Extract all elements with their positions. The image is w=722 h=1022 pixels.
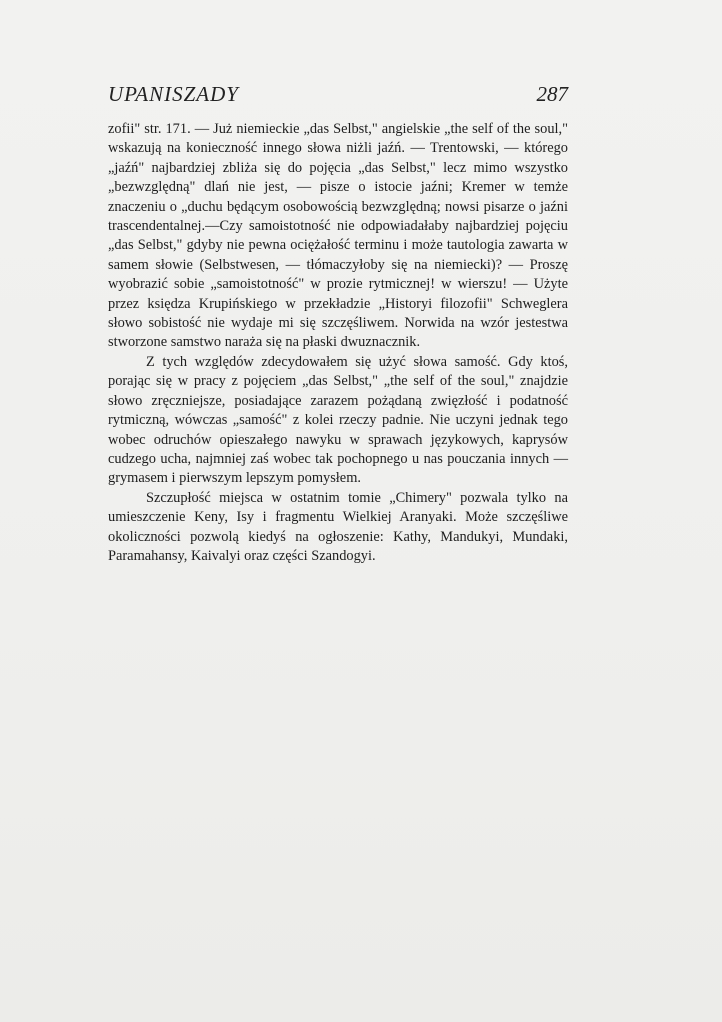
body-text bbox=[108, 120, 568, 566]
page-number: 287 bbox=[536, 82, 568, 106]
running-title: UPANISZADY bbox=[108, 82, 239, 106]
paragraph-3: Szczupłość miejsca w ostatnim tomie „Chimery" pozwala tylko na umieszczenie Keny, Isy i fragmentu Wielkiej Aranyaki. Może szczęśliwe okoliczności pozwolą kiedyś na ogłoszenie: Kathy, Mandukyi, Mundaki, Paramahansy, Kaivalyi oraz części Szandogyi. bbox=[108, 489, 568, 564]
page-header bbox=[108, 82, 568, 108]
paragraph-2: Z tych względów zdecydowałem się użyć słowa samość. Gdy ktoś, porając się w pracy z pojęciem „das Selbst," „the self of the soul," znajdzie słowo zręczniejsze, posiadające zarazem pożądaną zwięzłość i podatność rytmiczną, wówczas „samość" z kolei rzeczy padnie. Nie uczyni jednak tego wobec odruchów opieszałego nawyku w sprawach językowych, kaprysów cudzego ucha, najmniej zaś wobec tak pochopnego u nas pouczania innych — grymasem i pierwszym lepszym pomysłem. bbox=[108, 353, 568, 487]
paragraph-1: zofii" str. 171. — Już niemieckie „das Selbst," angielskie „the self of the soul," wskazują na konieczność innego słowa niżli jaźń. — Trentowski, — którego „jaźń" najbardziej zbliża się do pojęcia „das Selbst," lecz mimo wszystko „bezwzględną" dlań nie jest, — pisze o istocie jaźni; Kremer w temże znaczeniu o „duchu będącym osobowością bezwzględną; nowsi pisarze o jaźni trascendentalnej.—Czy samoistotność nie odpowiadałaby najbardziej pojęciu „das Selbst," gdyby nie pewna ociężałość terminu i może tautologia zawarta w samem słowie (Selbstwesen, — tłómaczyłoby się na niemiecki)? — Proszę wyobrazić sobie „samoistotność" w prozie rytmicznej! w wierszu! — Użyte przez księdza Krupińskiego w przekładzie „Historyi filozofii" Schweglera słowo sobistość nie wydaje mi się szczęśliwem. Norwida na wzór jestestwa stworzone samstwo naraża się na płaski dwuznacznik. bbox=[108, 121, 568, 351]
